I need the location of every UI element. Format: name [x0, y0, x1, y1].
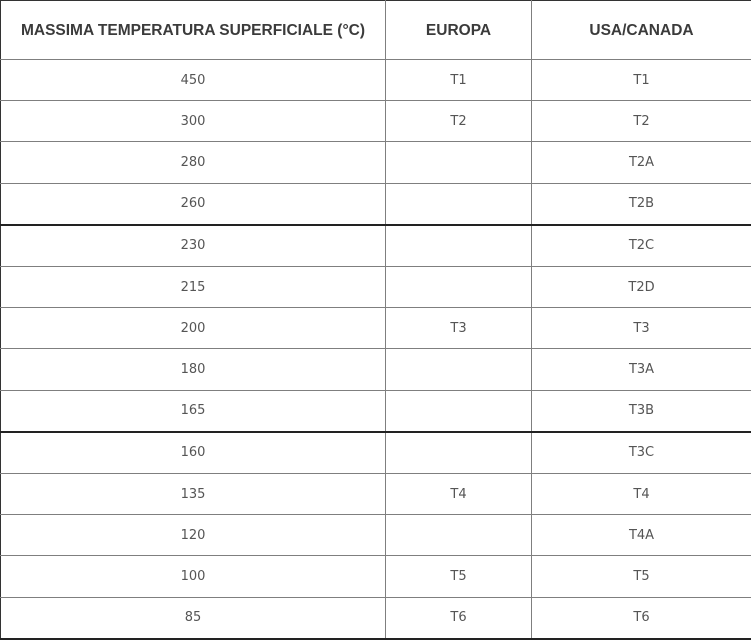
cell-usa-canada: T1 — [532, 60, 751, 101]
cell-usa-canada: T2D — [532, 267, 751, 308]
cell-temperature: 230 — [1, 225, 386, 267]
table-row — [1, 597, 751, 639]
cell-temperature: 85 — [1, 597, 386, 639]
cell-europa — [386, 267, 532, 308]
cell-temperature: 165 — [1, 390, 386, 432]
table-header-row — [1, 1, 751, 60]
cell-usa-canada: T2C — [532, 225, 751, 267]
table-row — [1, 515, 751, 556]
table-row — [1, 60, 751, 101]
table-row — [1, 349, 751, 390]
cell-usa-canada: T3A — [532, 349, 751, 390]
cell-usa-canada: T6 — [532, 597, 751, 639]
cell-temperature: 200 — [1, 308, 386, 349]
header-max-surface-temperature: MASSIMA TEMPERATURA SUPERFICIALE (°C) — [1, 1, 386, 60]
table-row — [1, 183, 751, 225]
cell-usa-canada: T3C — [532, 432, 751, 474]
cell-temperature: 180 — [1, 349, 386, 390]
cell-temperature: 280 — [1, 142, 386, 183]
cell-europa: T1 — [386, 60, 532, 101]
cell-temperature: 135 — [1, 474, 386, 515]
cell-europa — [386, 225, 532, 267]
cell-usa-canada: T5 — [532, 556, 751, 597]
cell-usa-canada: T4 — [532, 474, 751, 515]
cell-europa: T3 — [386, 308, 532, 349]
cell-usa-canada: T3B — [532, 390, 751, 432]
cell-temperature: 100 — [1, 556, 386, 597]
table-row — [1, 142, 751, 183]
cell-europa: T5 — [386, 556, 532, 597]
cell-europa — [386, 142, 532, 183]
cell-usa-canada: T2B — [532, 183, 751, 225]
table-row — [1, 308, 751, 349]
cell-usa-canada: T4A — [532, 515, 751, 556]
table-row — [1, 267, 751, 308]
cell-europa — [386, 349, 532, 390]
header-usa-canada: USA/CANADA — [532, 1, 751, 60]
header-europa: EUROPA — [386, 1, 532, 60]
cell-europa: T2 — [386, 101, 532, 142]
cell-usa-canada: T2A — [532, 142, 751, 183]
cell-europa — [386, 183, 532, 225]
table-row — [1, 474, 751, 515]
cell-temperature: 160 — [1, 432, 386, 474]
cell-europa — [386, 432, 532, 474]
table-row — [1, 390, 751, 432]
table-row — [1, 101, 751, 142]
cell-temperature: 120 — [1, 515, 386, 556]
cell-usa-canada: T3 — [532, 308, 751, 349]
cell-europa — [386, 390, 532, 432]
cell-usa-canada: T2 — [532, 101, 751, 142]
cell-temperature: 300 — [1, 101, 386, 142]
table-row — [1, 432, 751, 474]
cell-europa: T4 — [386, 474, 532, 515]
cell-europa: T6 — [386, 597, 532, 639]
table-row — [1, 556, 751, 597]
table-row — [1, 225, 751, 267]
cell-temperature: 450 — [1, 60, 386, 101]
cell-temperature: 215 — [1, 267, 386, 308]
cell-temperature: 260 — [1, 183, 386, 225]
cell-europa — [386, 515, 532, 556]
